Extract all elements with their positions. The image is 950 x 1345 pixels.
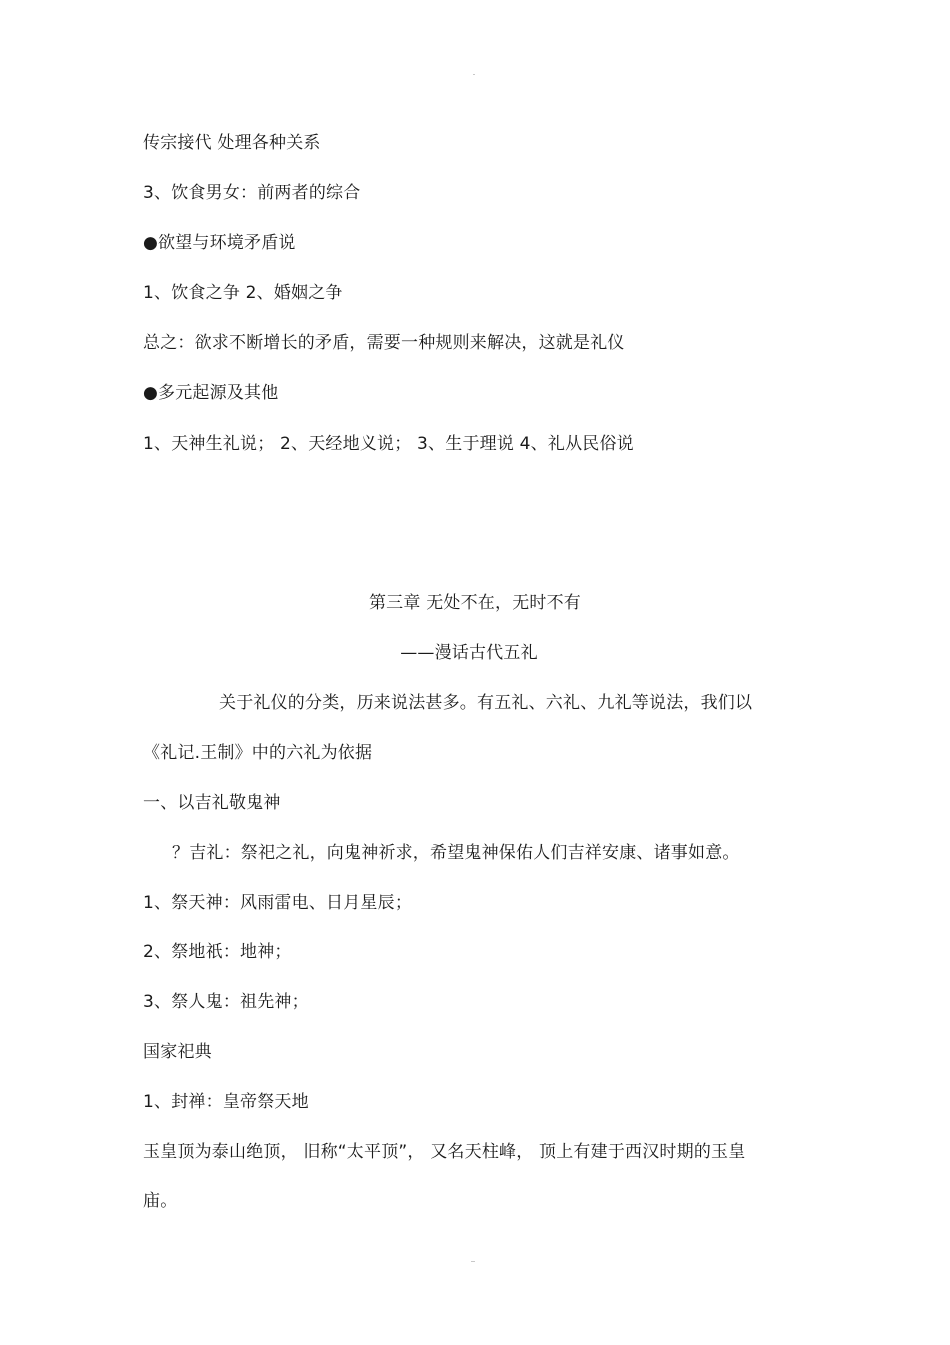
list-item: 1、封禅：皇帝祭天地 [143,1092,309,1112]
chapter-title: 第三章 无处不在，无时不有 [368,593,581,613]
list-item: 3、祭人鬼：祖先神； [143,992,309,1012]
paragraph-line: 玉皇顶为泰山绝顶， 旧称“太平顶”， 又名天柱峰， 顶上有建于西汉时期的玉皇 [143,1142,746,1162]
text-line: 传宗接代 处理各种关系 [143,133,321,153]
page-bottom-mark [471,1261,475,1262]
section-heading: 国家祀典 [143,1042,212,1062]
text-line: 1、天神生礼说； 2、天经地义说； 3、生于理说 4、礼从民俗说 [143,434,634,454]
list-item: 1、祭天神：风雨雷电、日月星辰； [143,893,413,913]
text-line: 3、饮食男女：前两者的综合 [143,183,361,203]
bullet-heading: ●多元起源及其他 [143,383,279,403]
text-line: 1、饮食之争 2、婚姻之争 [143,283,343,303]
paragraph-line: 《礼记.王制》中的六礼为依据 [143,743,373,763]
chapter-subtitle: ——漫话古代五礼 [400,643,538,663]
bullet-heading: ●欲望与环境矛盾说 [143,233,296,253]
section-heading: 一、以吉礼敬鬼神 [143,793,281,813]
list-item: 2、祭地祇：地神； [143,942,292,962]
paragraph-line: 关于礼仪的分类，历来说法甚多。有五礼、六礼、九礼等说法，我们以 [219,693,753,713]
paragraph-line: ？吉礼：祭祀之礼，向鬼神祈求，希望鬼神保佑人们吉祥安康、诸事如意。 [172,843,740,863]
page-top-mark [473,74,475,75]
paragraph-line: 庙。 [143,1191,178,1211]
text-line: 总之：欲求不断增长的矛盾，需要一种规则来解决，这就是礼仪 [143,333,625,353]
